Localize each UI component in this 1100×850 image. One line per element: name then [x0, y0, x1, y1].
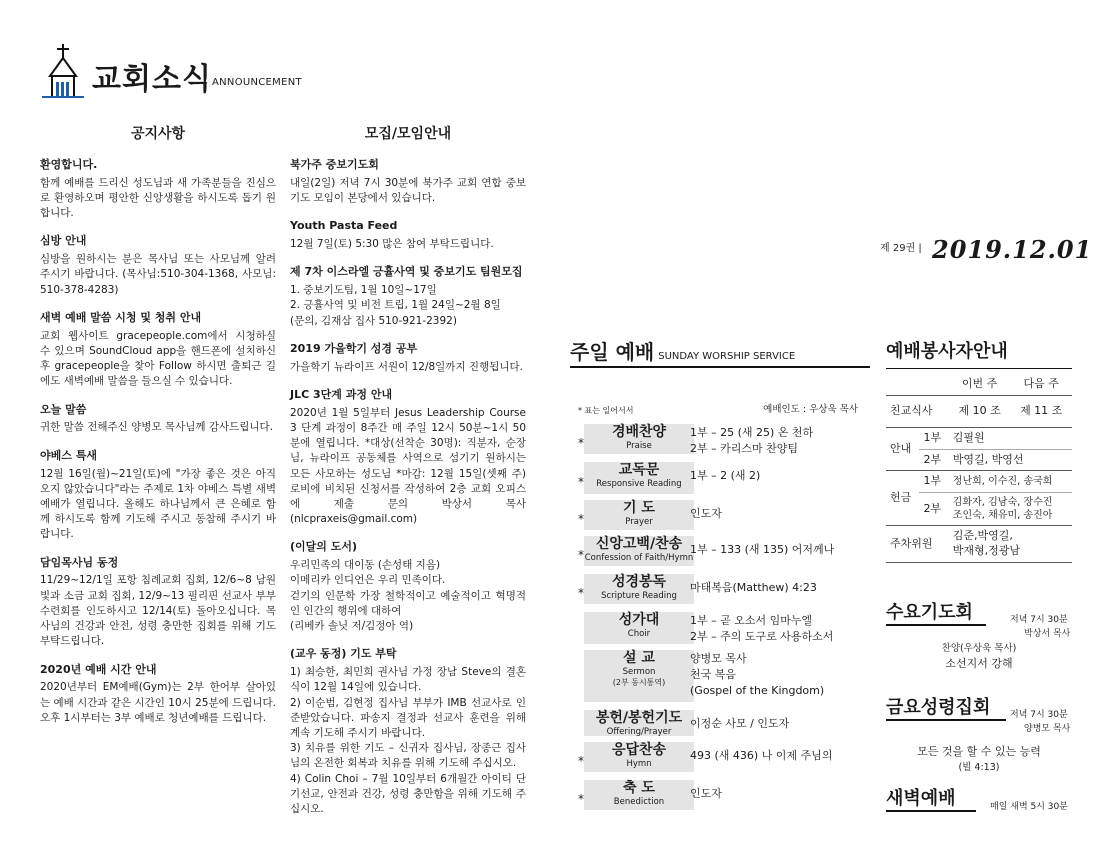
wednesday-body [886, 642, 1072, 673]
service-item-detail: 이정순 사모 / 인도자 [690, 717, 790, 730]
service-item-kr: 성경봉독 [611, 574, 667, 590]
service-title-kr: 주일 예배 [570, 340, 655, 364]
service-item-detail: 1부 – 133 (새 135) 어저께나 [690, 543, 835, 556]
notice-body: 내일(2일) 저녁 7시 30분에 북가주 교회 연합 중보기도 모임이 본당에서 있습니다. [290, 176, 526, 204]
wednesday-speaker: 찬양(우상욱 목사) [941, 643, 1017, 654]
service-item-box [584, 710, 694, 736]
greeting-next: 제 11 조 [1020, 403, 1063, 417]
dawn-divider [886, 810, 976, 812]
service-item-sub: (2부 동시통역) [612, 678, 666, 688]
notice-item [40, 158, 276, 222]
service-item-kr: 신앙고백/찬송 [595, 536, 683, 552]
notice-title: 새벽 예배 말씀 시청 및 청취 안내 [40, 310, 202, 324]
service-item-en: Prayer [625, 516, 653, 527]
service-leader: 예배인도 : 우상욱 목사 [763, 404, 858, 415]
stand-marker: * [578, 512, 584, 526]
friday-leader: 양병모 목사 [1024, 724, 1071, 734]
notice-item [290, 158, 526, 206]
friday-title: 금요성령집회 [886, 697, 991, 718]
service-item-box [584, 500, 694, 530]
greeting-label: 친교식사 [890, 403, 933, 417]
service-title [570, 339, 795, 366]
notices-column [40, 125, 276, 739]
service-item-kr: 설 교 [623, 650, 655, 666]
notice-title: Youth Pasta Feed [290, 219, 398, 233]
service-note-standing: * 표는 일어서서 [578, 406, 634, 415]
service-item-detail: 1부 – 곧 오소서 임마누엘 2부 – 주의 도구로 사용하소서 [690, 614, 834, 643]
service-item-detail: 1부 – 2 (새 2) [690, 469, 761, 482]
stand-marker: * [578, 475, 584, 489]
greeting-this: 제 10 조 [958, 403, 1001, 417]
offering-names-2: 김화자, 김남숙, 장수진 조인숙, 채유미, 송진아 [952, 497, 1053, 522]
notices-heading: 공지사항 [130, 126, 186, 142]
friday-divider [886, 719, 1006, 721]
notice-item [40, 556, 276, 650]
service-item-en: Praise [626, 440, 652, 451]
notice-title: (이달의 도서) [290, 540, 358, 554]
stand-marker: * [578, 754, 584, 768]
page-title: 교회소식 [92, 62, 212, 97]
notice-item [290, 342, 526, 375]
notice-body: 12월 16일(월)~21일(토)에 "가장 좋은 것은 아직 오지 않았습니다"라는 주제로 1차 야베스 특별 새벽 예배가 열립니다. 올해도 하나님께서 큰 은혜로 함께 하시도록 함께 기도해 주시고 동참해 주시기 바랍니다. [40, 467, 276, 541]
service-item-box [584, 574, 694, 604]
service-item-box [584, 462, 694, 494]
notice-body: 우리민족의 대이동 (손성태 지음) 이메리카 인디언은 우리 민족이다. 걷기의 인문학 가장 철학적이고 예술적이고 혁명적인 인간의 행위에 대하여 (리베카 솔닛 저/김정아 역) [290, 559, 526, 633]
offering-service-2: 2부 [923, 501, 942, 515]
page-subtitle: ANNOUNCEMENT [212, 77, 302, 88]
service-row [568, 612, 868, 644]
usher-names-1: 김필원 [949, 427, 1072, 449]
notice-body: 1) 최승한, 최민희 권사님 가정 장남 Steve의 결혼식이 12월 14일에 있습니다. 2) 이순범, 김현정 집사님 부부가 IMB 선교사로 인준받았습니다. 파송지 결정과 선교사 훈련을 위해 계속 기도해 주시기 바랍니다. 3) 치유를 위한 기도 – 신귀자 집사님, 장종근 집사님의 온전한 회복과 치유를 위해 기도해 주십시오. 4) Colin Choi – 7월 10일부터 6개월간 아이티 단기선교, 안전과 건강, 성령 충만함을 위해 기도해 주십시오. [290, 666, 526, 816]
service-item-detail: 인도자 [690, 507, 722, 520]
church-logo-icon [40, 44, 88, 98]
service-row [568, 650, 868, 702]
notice-title: 야베스 특새 [40, 448, 97, 462]
gatherings-heading: 모집/모임안내 [364, 126, 452, 142]
stand-marker: * [578, 586, 584, 600]
notice-item [40, 311, 276, 390]
offering-row-1 [886, 471, 1072, 493]
service-row [568, 780, 868, 810]
volunteers-table [886, 374, 1072, 563]
gatherings-list [290, 158, 526, 817]
service-item-kr: 성가대 [618, 612, 660, 628]
col-this-week: 이번 주 [961, 377, 998, 390]
wednesday-title: 수요기도회 [886, 602, 973, 623]
service-item-kr: 경배찬양 [611, 424, 667, 440]
volunteers-divider [886, 368, 1072, 369]
col-next-week: 다음 주 [1023, 377, 1059, 390]
notice-title: 오늘 말씀 [40, 402, 87, 416]
notice-item [290, 540, 526, 634]
notice-title: 북가주 중보기도회 [290, 157, 379, 171]
service-item-kr: 교독문 [618, 462, 660, 478]
issue-date: 2019.12.01 [932, 235, 1093, 264]
notice-item [290, 265, 526, 329]
notice-item [290, 219, 526, 252]
stand-marker: * [578, 548, 584, 562]
service-item-kr: 응답찬송 [611, 742, 667, 758]
service-item-detail: 1부 – 25 (새 25) 온 천하 2부 – 카리스마 찬양팀 [690, 426, 814, 455]
service-row [568, 710, 868, 736]
service-item-kr: 축 도 [623, 780, 655, 796]
notice-item [40, 403, 276, 436]
notice-title: JLC 3단계 과정 안내 [290, 387, 393, 401]
notice-body: 1. 중보기도팀, 1월 10일~17일 2. 긍휼사역 및 비전 트립, 1월 24일~2월 8일 (문의, 김재삼 집사 510-921-2392) [290, 284, 501, 327]
notice-body: 12월 7일(토) 5:30 많은 참여 부탁드립니다. [290, 238, 494, 251]
volunteers-title: 예배봉사자안내 [886, 341, 1008, 362]
gatherings-column [290, 125, 526, 830]
service-row [568, 536, 868, 566]
friday-time: 저녁 7시 30분 [1010, 710, 1068, 720]
offering-service-1: 1부 [919, 471, 948, 493]
notice-body: 심방을 원하시는 분은 목사님 또는 사모님께 알려 주시기 바랍니다. (목사님:510-304-1368, 사모님: 510-378-4283) [40, 253, 276, 296]
service-item-detail: 인도자 [690, 787, 722, 800]
service-item-en: Responsive Reading [596, 478, 682, 489]
notice-item [290, 388, 526, 528]
notice-title: 환영합니다. [40, 157, 98, 171]
service-row [568, 424, 868, 454]
notice-body: 2020년부터 EM예배(Gym)는 2부 한어부 살아있는 예배 시간과 같은 시간인 10시 25분에 드립니다. 오후 1시부터는 3부 예배로 청년예배를 드립니다. [40, 681, 276, 724]
service-item-box [584, 536, 694, 566]
offering-names-1: 정난희, 이수진, 송국희 [949, 471, 1072, 493]
service-item-kr: 봉헌/봉헌기도 [595, 710, 683, 726]
volunteers-header-row [886, 374, 1072, 395]
notice-item [40, 449, 276, 543]
notice-body: 가을학기 뉴라이프 서원이 12/8일까지 진행됩니다. [290, 360, 523, 373]
usher-names-2: 박영길, 박영선 [952, 452, 1024, 466]
service-item-en: Scripture Reading [601, 590, 677, 601]
service-item-en: Offering/Prayer [606, 726, 672, 737]
stand-marker: * [578, 792, 584, 806]
service-item-box [584, 650, 694, 702]
parking-names: 김준,박영길, 박재형,정광남 [952, 529, 1021, 558]
notice-body: 함께 예배를 드리신 성도님과 새 가족분들을 진심으로 환영하오며 평안한 신앙생활을 하시도록 돕기 원합니다. [40, 176, 276, 220]
wednesday-topic: 소선지서 강해 [945, 657, 1013, 671]
usher-label: 안내 [886, 427, 919, 471]
service-divider [570, 366, 870, 368]
notice-title: (교우 동정) 기도 부탁 [290, 647, 397, 661]
parking-label: 주차위원 [890, 536, 933, 550]
service-item-en: Choir [627, 628, 651, 639]
volume-number: 제 29권 | [880, 243, 922, 254]
service-item-box [584, 612, 694, 644]
friday-verse: 모든 것을 할 수 있는 능력 [917, 745, 1041, 758]
service-row [568, 742, 868, 772]
notice-title: 심방 안내 [40, 234, 87, 248]
service-item-en: Confession of Faith/Hymn [584, 552, 694, 563]
parking-row [886, 526, 1072, 563]
wednesday-time: 저녁 7시 30분 [1010, 615, 1068, 625]
service-title-en: SUNDAY WORSHIP SERVICE [658, 351, 796, 362]
service-item-box [584, 742, 694, 772]
wednesday-divider [886, 624, 986, 626]
notices-list [40, 158, 276, 726]
service-item-en: Sermon [622, 666, 656, 677]
notice-title: 2019 가을학기 성경 공부 [290, 341, 418, 355]
offering-label: 헌금 [886, 471, 919, 526]
service-item-en: Hymn [626, 758, 652, 769]
friday-body [886, 744, 1072, 775]
notice-item [40, 663, 276, 727]
dawn-time: 매일 새벽 5시 30분 [990, 802, 1068, 812]
notice-title: 담임목사님 동정 [40, 555, 119, 569]
notice-body: 귀한 말씀 전해주신 양병모 목사님께 감사드립니다. [40, 421, 274, 434]
wednesday-leader: 박상서 목사 [1024, 629, 1071, 639]
notice-item [290, 647, 526, 817]
notice-body: 11/29~12/1일 포항 침례교회 집회, 12/6~8 남원 빛과 소금 교회 집회, 12/9~13 필리핀 선교사 부부 수련회를 인도하시고 12/14(토) 돌아오십니다. 목사님의 건강과 안전, 성령 충만한 집회를 위해 기도 부탁드립니다. [40, 574, 276, 648]
notice-body: 2020년 1월 5일부터 Jesus Leadership Course 3 단계 과정이 8주간 매 주일 12시 50분~1시 50분에 열립니다. *대상(선착순 30명): 직분자, 순장님, 뉴라이프 공동체를 사역으로 섬기기 원하시는 모든 사모하는 성도님 *마감: 12월 15일(셋째 주)로비에 비치된 신청서를 작성하여 2층 교회 오피스에 제출 문의 박상서 목사 (nlcpraxeis@gmail.com) [290, 406, 526, 526]
usher-service-2: 2부 [923, 452, 942, 466]
greeting-row [886, 395, 1072, 427]
service-row [568, 574, 868, 604]
notice-title: 제 7차 이스라엘 긍휼사역 및 중보기도 팀원모집 [290, 265, 523, 279]
friday-ref: (빌 4:13) [958, 761, 1000, 773]
service-item-box [584, 424, 694, 454]
notice-item [40, 234, 276, 298]
usher-row-1 [886, 427, 1072, 449]
notice-body: 교회 웹사이트 gracepeople.com에서 시청하실 수 있으며 SoundCloud app을 핸드폰에 설치하신 후 gracepeople을 찾아 Follow 하시면 출퇴근 길에도 새벽예배 말씀을 들으실 수 있습니다. [40, 329, 276, 388]
service-item-kr: 기 도 [623, 500, 655, 516]
service-item-box [584, 780, 694, 810]
stand-marker: * [578, 436, 584, 450]
notice-title: 2020년 예배 시간 안내 [40, 662, 157, 676]
service-item-en: Benediction [613, 796, 665, 807]
service-item-detail: 493 (새 436) 나 이제 주님의 [690, 749, 833, 762]
service-row [568, 500, 868, 530]
service-row [568, 462, 868, 494]
dawn-title: 새벽예배 [886, 788, 956, 809]
service-item-detail: 양병모 목사 천국 복음 (Gospel of the Kingdom) [690, 652, 825, 697]
usher-service-1: 1부 [919, 427, 948, 449]
service-item-detail: 마태복음(Matthew) 4:23 [690, 581, 817, 594]
